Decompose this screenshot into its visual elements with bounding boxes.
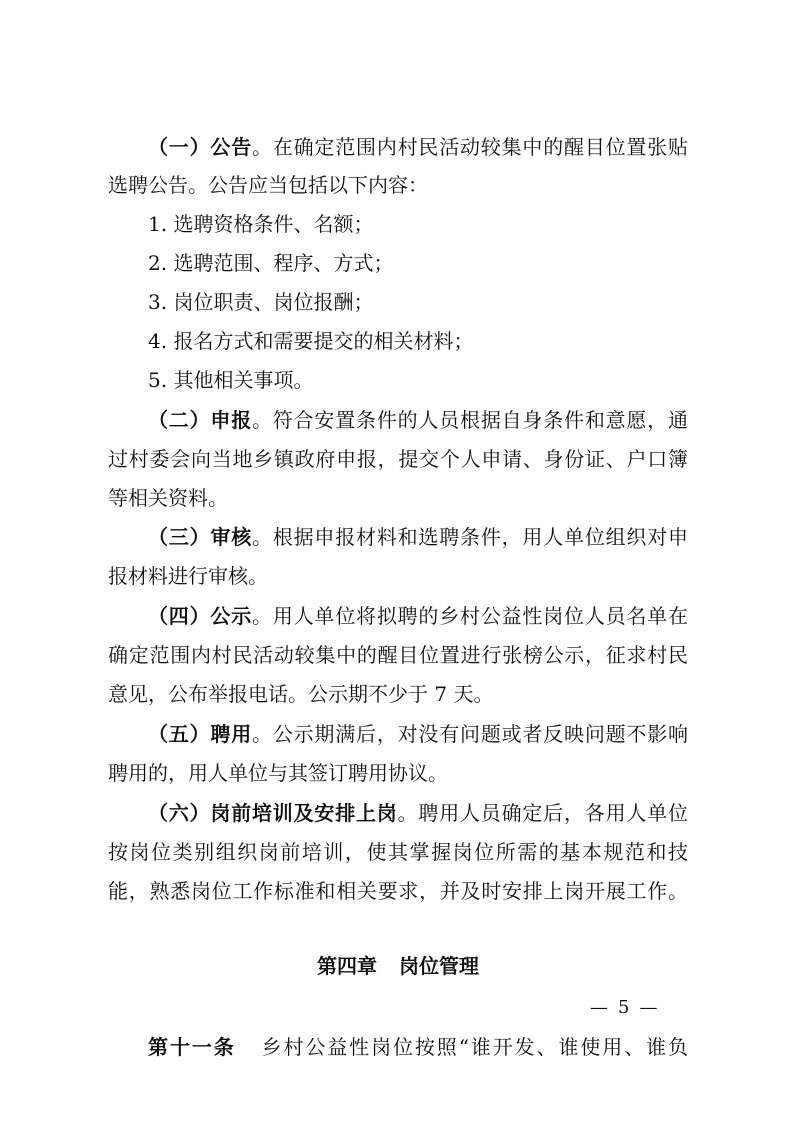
list-item-1: 1. 选聘资格条件、名额； [148,212,374,236]
paragraph-1-title: 公告 [210,135,253,159]
paragraph-5-line-1: （五）聘用。公示期满后，对没有问题或者反映问题不影响 [148,722,689,746]
chapter-heading [108,947,688,985]
paragraph-6-label: （六） [148,801,211,825]
paragraph-6-line-2: 按岗位类别组织岗前培训，使其掌握岗位所需的基本规范和技 [108,840,688,864]
paragraph-2-label: （二） [148,408,211,432]
paragraph-2-line-3: 等相关资料。 [108,486,228,510]
paragraph-3-line-1: （三）审核。根据申报材料和选聘条件，用人单位组织对申 [148,525,689,549]
paragraph-3-label: （三） [148,525,211,549]
list-item-3: 3. 岗位职责、岗位报酬； [148,290,374,314]
paragraph-4-line-2: 确定范围内村民活动较集中的醒目位置进行张榜公示，征求村民 [108,643,688,667]
list-item-2: 2. 选聘范围、程序、方式； [148,251,394,275]
paragraph-1-line-1: （一）公告。在确定范围内村民活动较集中的醒目位置张贴 [148,135,689,159]
paragraph-2-line-1: （二）申报。符合安置条件的人员根据自身条件和意愿，通 [148,408,689,432]
list-item-4: 4. 报名方式和需要提交的相关材料； [148,329,474,353]
page-number-dash-right: — [639,997,658,1018]
page-number-value: 5 [618,997,630,1018]
paragraph-4-line-1: （四）公示。用人单位将拟聘的乡村公益性岗位人员名单在 [148,604,689,628]
paragraph-3-title: 审核 [210,525,253,549]
paragraph-4-title: 公示 [210,604,253,628]
paragraph-6-line-1: （六）岗前培训及安排上岗。聘用人员确定后，各用人单位 [148,801,689,825]
paragraph-3-line-2: 报材料进行审核。 [108,564,268,588]
paragraph-4-label: （四） [148,604,211,628]
paragraph-1-line-2: 选聘公告。公告应当包括以下内容： [108,173,428,197]
page-number [590,994,657,1022]
paragraph-4-line-3: 意见，公布举报电话。公示期不少于 7 天。 [108,682,494,706]
paragraph-5-line-2: 聘用的，用人单位与其签订聘用协议。 [108,761,448,785]
article-heading: 第十一条 [148,1035,236,1059]
paragraph-2-title: 申报 [210,408,253,432]
article-11-line-1 [108,1028,688,1066]
paragraph-5-title: 聘用 [210,722,253,746]
paragraph-6-title: 岗前培训及安排上岗 [210,801,398,825]
chapter-number: 第四章 [317,954,377,978]
chapter-title: 岗位管理 [399,954,479,978]
paragraph-2-line-2: 过村委会向当地乡镇政府申报，提交个人申请、身份证、户口簿 [108,447,688,471]
paragraph-5-label: （五） [148,722,211,746]
paragraph-6-line-3: 能，熟悉岗位工作标准和相关要求，并及时安排上岗开展工作。 [108,879,688,903]
page-number-dash-left: — [590,997,608,1018]
paragraph-1-label: （一） [148,135,211,159]
list-item-5: 5. 其他相关事项。 [148,368,314,392]
article-text: 乡村公益性岗位按照“谁开发、谁使用、谁负 [259,1035,689,1059]
